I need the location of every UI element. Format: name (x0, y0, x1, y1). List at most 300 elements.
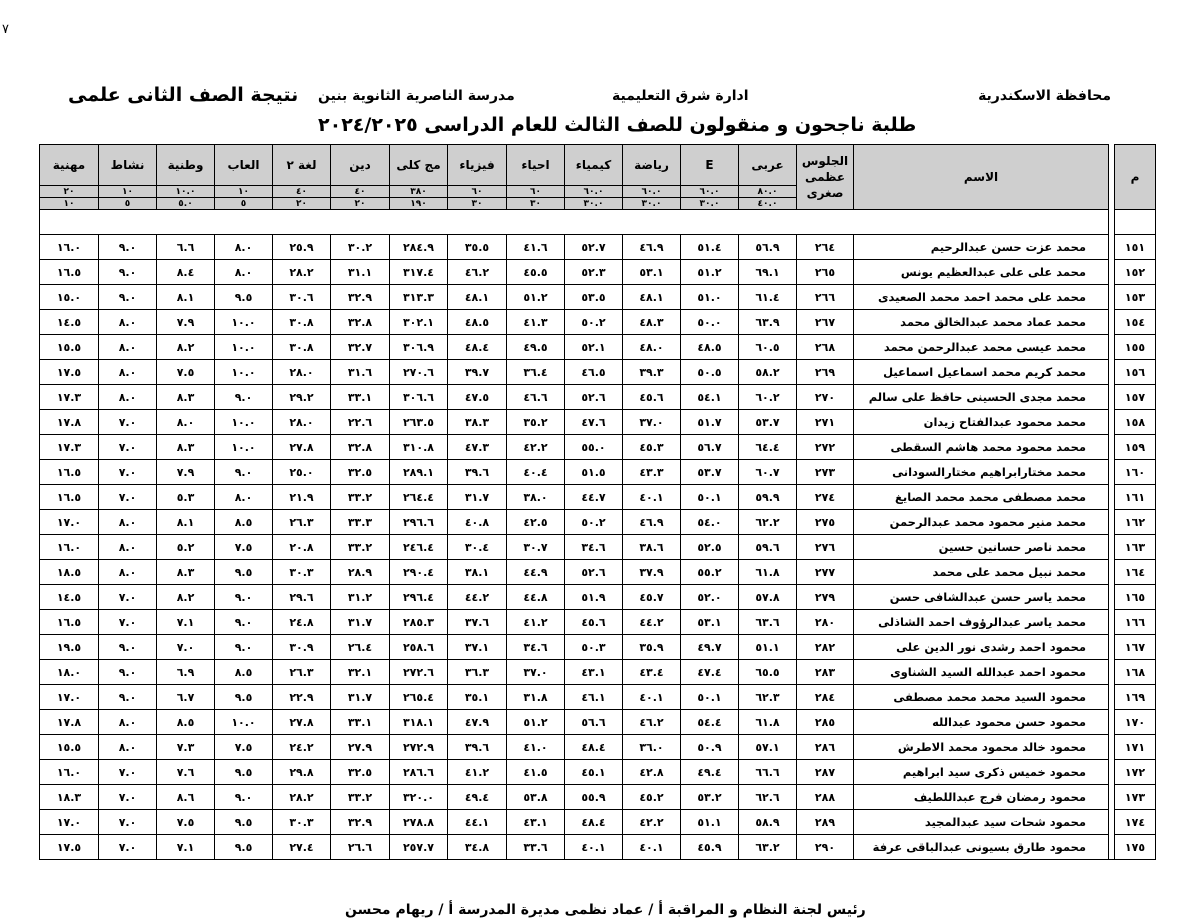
score-cell: ٤٤.٢ (448, 585, 507, 610)
score-cell: ٥٢.٧ (565, 235, 623, 260)
student-name-cell: محمد مختارابراهيم مختارالسودانى (854, 460, 1109, 485)
score-cell: ٩.٠ (99, 660, 157, 685)
table-row (40, 335, 1156, 360)
seat-cell: ٢٦٤ (797, 235, 854, 260)
score-cell: ٢٥.٩ (273, 235, 331, 260)
index-cell: ١٧٣ (1115, 785, 1156, 810)
score-cell: ٧.٩ (157, 310, 215, 335)
score-cell: ٣٣.٦ (507, 835, 565, 860)
score-cell: ١٧.٠ (40, 510, 99, 535)
score-cell: ٤٢.٢ (623, 810, 681, 835)
score-cell: ٥١.٢ (507, 285, 565, 310)
score-cell: ٨.٠ (99, 710, 157, 735)
score-cell: ٢٦.٦ (331, 835, 390, 860)
score-cell: ٢٦٤.٤ (390, 485, 448, 510)
score-cell: ٨.٢ (157, 335, 215, 360)
score-cell: ٥٣.٨ (507, 785, 565, 810)
score-cell: ٣٢.٩ (331, 285, 390, 310)
max-label: عظمى (804, 170, 846, 184)
score-cell: ٢٧.٤ (273, 835, 331, 860)
index-cell: ١٥٩ (1115, 435, 1156, 460)
score-cell: ٧.٠ (99, 460, 157, 485)
subject-header: فيزياء (448, 145, 507, 186)
score-cell: ٢٨٩.١ (390, 460, 448, 485)
score-cell: ٥٩.٩ (739, 485, 797, 510)
score-cell: ٩.٠ (215, 385, 273, 410)
result-title: نتيجة الصف الثانى علمى (68, 84, 299, 106)
score-cell: ٣٧.٩ (623, 560, 681, 585)
student-name-cell: محمد كريم محمد اسماعيل اسماعيل (854, 360, 1109, 385)
subject-header: دين (331, 145, 390, 186)
score-cell: ٧.٥ (157, 810, 215, 835)
index-cell: ١٧٠ (1115, 710, 1156, 735)
subject-header: نشاط (99, 145, 157, 186)
seat-cell: ٢٦٧ (797, 310, 854, 335)
score-cell: ٣٣.٢ (331, 785, 390, 810)
score-cell: ١٧.٥ (40, 360, 99, 385)
score-cell: ٦٣.٩ (739, 310, 797, 335)
seat-cell: ٢٧٣ (797, 460, 854, 485)
index-cell: ١٥٤ (1115, 310, 1156, 335)
score-cell: ٢٨.٠ (273, 410, 331, 435)
index-cell: ١٦٤ (1115, 560, 1156, 585)
max-score-cell: ١٠ (215, 186, 273, 198)
score-cell: ٣٣.٢ (331, 485, 390, 510)
score-cell: ٢٩٦.٦ (390, 510, 448, 535)
score-cell: ٣٣.٣ (331, 510, 390, 535)
score-cell: ٢٨.٩ (331, 560, 390, 585)
min-score-cell: ٥ (215, 198, 273, 210)
score-cell: ٥٣.١ (681, 610, 739, 635)
administration-label: ادارة شرق التعليمية (612, 88, 749, 104)
seat-cell: ٢٧٩ (797, 585, 854, 610)
index-cell: ١٦٥ (1115, 585, 1156, 610)
student-name-cell: محمد منير محمود محمد عبدالرحمن (854, 510, 1109, 535)
min-score-cell: ٢٠ (331, 198, 390, 210)
name-header: الاسم (854, 145, 1109, 210)
score-cell: ٣١٣.٣ (390, 285, 448, 310)
score-cell: ٤٣.٤ (623, 660, 681, 685)
score-cell: ٨.٠ (99, 360, 157, 385)
score-cell: ٤٠.١ (623, 685, 681, 710)
score-cell: ٥٠.٢ (565, 310, 623, 335)
score-cell: ٢٦.٣ (273, 510, 331, 535)
student-name-cell: محمود خالد محمود محمد الاطرش (854, 735, 1109, 760)
score-cell: ٧.٠ (99, 810, 157, 835)
score-cell: ١٥.٠ (40, 285, 99, 310)
table-spacer-row (40, 210, 1156, 235)
score-cell: ٦١.٤ (739, 285, 797, 310)
table-row (40, 735, 1156, 760)
score-cell: ٢٥٨.٦ (390, 635, 448, 660)
score-cell: ١٦.٥ (40, 260, 99, 285)
score-cell: ٤٨.٥ (681, 335, 739, 360)
subject-header: رياضة (623, 145, 681, 186)
score-cell: ٧.٠ (157, 635, 215, 660)
score-cell: ٤٣.١ (507, 810, 565, 835)
score-cell: ٤٨.٥ (448, 310, 507, 335)
score-cell: ٩.٠ (215, 585, 273, 610)
score-cell: ١٤.٥ (40, 585, 99, 610)
score-cell: ٣٤.٦ (565, 535, 623, 560)
score-cell: ٥٢.١ (565, 335, 623, 360)
min-score-cell: ٣٠.٠ (623, 198, 681, 210)
table-row (40, 585, 1156, 610)
score-cell: ٢٧٨.٨ (390, 810, 448, 835)
score-cell: ١٥.٥ (40, 735, 99, 760)
max-score-cell: ٨٠.٠ (739, 186, 797, 198)
score-cell: ٨.٣ (157, 385, 215, 410)
score-cell: ٢٥.٠ (273, 460, 331, 485)
subject-header: مهنية (40, 145, 99, 186)
score-cell: ٥٠.٢ (565, 510, 623, 535)
score-cell: ٦٣.٦ (739, 610, 797, 635)
score-cell: ٤٧.٩ (448, 710, 507, 735)
score-cell: ٦٥.٥ (739, 660, 797, 685)
score-cell: ٣٥.١ (448, 685, 507, 710)
score-cell: ٣٤.٨ (448, 835, 507, 860)
score-cell: ٤٨.١ (448, 285, 507, 310)
index-cell: ١٦٣ (1115, 535, 1156, 560)
student-name-cell: محمد على محمد احمد محمد الصعيدى (854, 285, 1109, 310)
score-cell: ٤٤.٩ (507, 560, 565, 585)
score-cell: ٤٩.٥ (507, 335, 565, 360)
student-name-cell: محمد مجدى الحسينى حافظ على سالم (854, 385, 1109, 410)
score-cell: ٦٦.٦ (739, 760, 797, 785)
max-score-cell: ٤٠ (273, 186, 331, 198)
score-cell: ٣٦.٣ (448, 660, 507, 685)
score-cell: ٣٥.٥ (448, 235, 507, 260)
score-cell: ٤٦.٥ (565, 360, 623, 385)
table-row (40, 485, 1156, 510)
score-cell: ٣٠.٨ (273, 310, 331, 335)
score-cell: ١٠.٠ (215, 710, 273, 735)
score-cell: ٤٥.١ (565, 760, 623, 785)
score-cell: ٤١.٣ (507, 310, 565, 335)
index-header: م (1115, 145, 1156, 210)
student-name-cell: محمد محمود محمد هاشم السقطى (854, 435, 1109, 460)
score-cell: ١٩.٥ (40, 635, 99, 660)
min-score-cell: ٣٠.٠ (565, 198, 623, 210)
score-cell: ٤٧.٤ (681, 660, 739, 685)
min-score-cell: ٢٠ (273, 198, 331, 210)
score-cell: ٦٠.٥ (739, 335, 797, 360)
score-cell: ٨.٠ (215, 260, 273, 285)
score-cell: ١٠.٠ (215, 410, 273, 435)
score-cell: ٣٧.٠ (507, 660, 565, 685)
score-cell: ٥٦.٩ (739, 235, 797, 260)
max-score-cell: ٣٨٠ (390, 186, 448, 198)
min-score-cell: ٣٠ (448, 198, 507, 210)
score-cell: ٢٧.٨ (273, 710, 331, 735)
score-cell: ٤٦.٢ (623, 710, 681, 735)
score-cell: ٩.٠ (99, 260, 157, 285)
score-cell: ٢٩٦.٤ (390, 585, 448, 610)
subject-header-row (40, 145, 1156, 186)
max-score-cell: ٦٠.٠ (565, 186, 623, 198)
score-cell: ١٧.٨ (40, 710, 99, 735)
score-cell: ٣٠.٨ (273, 335, 331, 360)
score-cell: ٥٤.١ (681, 385, 739, 410)
score-cell: ٤٩.٤ (681, 760, 739, 785)
index-cell: ١٦٧ (1115, 635, 1156, 660)
score-cell: ٣٢.٧ (331, 335, 390, 360)
score-cell: ٧.١ (157, 835, 215, 860)
table-row (40, 785, 1156, 810)
score-cell: ٤٨.٤ (565, 735, 623, 760)
min-score-cell: ٤٠.٠ (739, 198, 797, 210)
table-row (40, 685, 1156, 710)
score-cell: ٦٠.٢ (739, 385, 797, 410)
seat-cell: ٢٨٨ (797, 785, 854, 810)
score-cell: ٢٧٢.٦ (390, 660, 448, 685)
score-cell: ٥١.٠ (681, 285, 739, 310)
results-table-container (39, 144, 1156, 860)
seat-cell: ٢٨٧ (797, 760, 854, 785)
score-cell: ٧.٠ (99, 435, 157, 460)
score-cell: ٣٧.٠ (623, 410, 681, 435)
table-row (40, 235, 1156, 260)
table-row (40, 660, 1156, 685)
score-cell: ٧.٠ (99, 585, 157, 610)
table-row (40, 610, 1156, 635)
table-row (40, 560, 1156, 585)
score-cell: ٤٧.٣ (448, 435, 507, 460)
score-cell: ٨.٤ (157, 260, 215, 285)
score-cell: ٧.٥ (215, 535, 273, 560)
score-cell: ٨.٣ (157, 435, 215, 460)
spacer-cell (1115, 210, 1156, 235)
student-name-cell: محمد عيسى محمد عبدالرحمن محمد (854, 335, 1109, 360)
score-cell: ٨.٠ (157, 410, 215, 435)
score-cell: ٣٠.٤ (448, 535, 507, 560)
score-cell: ٥٢.٠ (681, 585, 739, 610)
score-cell: ٨.١ (157, 510, 215, 535)
score-cell: ٣٢٠.٠ (390, 785, 448, 810)
subject-header: عربى (739, 145, 797, 186)
score-cell: ٤٧.٦ (565, 410, 623, 435)
score-cell: ٢٠.٨ (273, 535, 331, 560)
score-cell: ٩.٠ (99, 635, 157, 660)
student-name-cell: محمد ياسر عبدالرؤوف احمد الشاذلى (854, 610, 1109, 635)
score-cell: ٣١.١ (331, 260, 390, 285)
score-cell: ١٧.٠ (40, 685, 99, 710)
seat-cell: ٢٧٥ (797, 510, 854, 535)
student-name-cell: محمد مصطفى محمد محمد الصايغ (854, 485, 1109, 510)
score-cell: ٣٧.٦ (448, 610, 507, 635)
score-cell: ٥٩.٦ (739, 535, 797, 560)
score-cell: ٩.٥ (215, 810, 273, 835)
score-cell: ٨.٥ (215, 510, 273, 535)
page-subtitle: طلبة ناجحون و منقولون للصف الثالث للعام الدراسى ٢٠٢٤/٢٠٢٥ (318, 114, 917, 136)
score-cell: ٩.٠ (99, 285, 157, 310)
score-cell: ٨.٣ (157, 560, 215, 585)
score-cell: ٣٦.٤ (507, 360, 565, 385)
seat-cell: ٢٨٩ (797, 810, 854, 835)
score-cell: ٤٨.٠ (623, 335, 681, 360)
student-name-cell: محمد ناصر حسانين حسين (854, 535, 1109, 560)
seat-cell: ٢٧٧ (797, 560, 854, 585)
score-cell: ٦.٧ (157, 685, 215, 710)
score-cell: ١٨.٠ (40, 660, 99, 685)
student-name-cell: محمد نبيل محمد على محمد (854, 560, 1109, 585)
score-cell: ٥٥.٠ (565, 435, 623, 460)
index-cell: ١٧٥ (1115, 835, 1156, 860)
score-cell: ٤٥.٥ (507, 260, 565, 285)
score-cell: ٧.١ (157, 610, 215, 635)
score-cell: ٢٨٦.٦ (390, 760, 448, 785)
score-cell: ٢٦٣.٥ (390, 410, 448, 435)
student-name-cell: محمد عزت حسن عبدالرحيم (854, 235, 1109, 260)
score-cell: ١٠.٠ (215, 360, 273, 385)
score-cell: ٣٢.٥ (331, 760, 390, 785)
score-cell: ٥١.٤ (681, 235, 739, 260)
table-row (40, 535, 1156, 560)
score-cell: ١٧.٨ (40, 410, 99, 435)
score-cell: ١٦.٥ (40, 610, 99, 635)
student-name-cell: محمد على على عبدالعظيم يونس (854, 260, 1109, 285)
score-cell: ٢٦٥.٤ (390, 685, 448, 710)
seat-cell: ٢٧١ (797, 410, 854, 435)
score-cell: ٥.٣ (157, 485, 215, 510)
subject-header: العاب (215, 145, 273, 186)
index-cell: ١٦١ (1115, 485, 1156, 510)
score-cell: ٦.٩ (157, 660, 215, 685)
subject-header: E (681, 145, 739, 186)
index-cell: ١٧٢ (1115, 760, 1156, 785)
score-cell: ١٦.٥ (40, 485, 99, 510)
score-cell: ٤٧.٥ (448, 385, 507, 410)
score-cell: ٢٦.٣ (273, 660, 331, 685)
score-cell: ٥٤.٤ (681, 710, 739, 735)
seat-cell: ٢٦٩ (797, 360, 854, 385)
score-cell: ٧.٩ (157, 460, 215, 485)
score-cell: ٣٥.٩ (623, 635, 681, 660)
score-cell: ٣١.٧ (331, 610, 390, 635)
index-cell: ١٦٦ (1115, 610, 1156, 635)
score-cell: ٤٠.١ (623, 485, 681, 510)
table-row (40, 385, 1156, 410)
spacer-cell (40, 210, 1109, 235)
score-cell: ٣١.٨ (507, 685, 565, 710)
score-cell: ٣٨.١ (448, 560, 507, 585)
index-cell: ١٦٨ (1115, 660, 1156, 685)
min-score-cell: ١٠ (40, 198, 99, 210)
score-cell: ١٦.٠ (40, 535, 99, 560)
score-cell: ٧.٥ (215, 735, 273, 760)
score-cell: ١٦.٠ (40, 760, 99, 785)
score-cell: ٣٦.٠ (623, 735, 681, 760)
score-cell: ١٦.٠ (40, 235, 99, 260)
table-row (40, 310, 1156, 335)
score-cell: ٥٥.٩ (565, 785, 623, 810)
index-cell: ١٥٥ (1115, 335, 1156, 360)
score-cell: ٨.٥ (157, 710, 215, 735)
table-row (40, 835, 1156, 860)
max-score-cell: ٦٠.٠ (623, 186, 681, 198)
score-cell: ٦٠.٧ (739, 460, 797, 485)
score-cell: ١٨.٥ (40, 560, 99, 585)
score-cell: ٢٩.٢ (273, 385, 331, 410)
score-cell: ٤٢.٢ (507, 435, 565, 460)
score-cell: ٤٤.٨ (507, 585, 565, 610)
score-cell: ٥١.٧ (681, 410, 739, 435)
score-cell: ١٤.٥ (40, 310, 99, 335)
score-cell: ٣١.٧ (448, 485, 507, 510)
score-cell: ٥٤.٠ (681, 510, 739, 535)
score-cell: ٣٣.٢ (331, 535, 390, 560)
index-cell: ١٦٩ (1115, 685, 1156, 710)
score-cell: ٣٣.١ (331, 385, 390, 410)
score-cell: ٢٢.٦ (331, 410, 390, 435)
score-cell: ٣١٨.١ (390, 710, 448, 735)
score-cell: ٥٣.١ (623, 260, 681, 285)
seat-cell: ٢٨٤ (797, 685, 854, 710)
school-label: مدرسة الناصرية الثانوية بنين (318, 88, 515, 104)
table-row (40, 460, 1156, 485)
min-label: صغرى (806, 186, 844, 200)
min-score-cell: ٥ (99, 198, 157, 210)
score-cell: ٩.٥ (215, 685, 273, 710)
student-name-cell: محمد ياسر حسن عبدالشافى حسن (854, 585, 1109, 610)
index-cell: ١٥٦ (1115, 360, 1156, 385)
score-cell: ٣٢.٥ (331, 460, 390, 485)
index-cell: ١٧١ (1115, 735, 1156, 760)
score-cell: ٢٤.٨ (273, 610, 331, 635)
score-cell: ٦٢.٦ (739, 785, 797, 810)
score-cell: ٢٨.٢ (273, 260, 331, 285)
table-row (40, 810, 1156, 835)
score-cell: ٢٧٢.٩ (390, 735, 448, 760)
score-cell: ٣٨.٦ (623, 535, 681, 560)
score-cell: ٦٣.٢ (739, 835, 797, 860)
max-score-cell: ٦٠.٠ (681, 186, 739, 198)
score-cell: ٨.٠ (99, 335, 157, 360)
max-score-cell: ٦٠ (448, 186, 507, 198)
score-cell: ٤٠.١ (565, 835, 623, 860)
table-row (40, 285, 1156, 310)
score-cell: ٢١.٩ (273, 485, 331, 510)
score-cell: ٣٠.٣ (273, 560, 331, 585)
student-name-cell: محمود خميس ذكرى سيد ابراهيم (854, 760, 1109, 785)
score-cell: ٧.٠ (99, 835, 157, 860)
score-cell: ٦٢.٣ (739, 685, 797, 710)
score-cell: ٤١.٥ (507, 760, 565, 785)
score-cell: ٤٩.٤ (448, 785, 507, 810)
score-cell: ٨.٥ (215, 660, 273, 685)
score-cell: ٥٣.٧ (681, 460, 739, 485)
score-cell: ٥٢.٣ (565, 260, 623, 285)
score-cell: ٣٢.٩ (331, 810, 390, 835)
score-cell: ٤١.٢ (507, 610, 565, 635)
score-cell: ٨.٠ (99, 735, 157, 760)
index-cell: ١٦٠ (1115, 460, 1156, 485)
score-cell: ٣٤.٦ (507, 635, 565, 660)
score-cell: ١٨.٣ (40, 785, 99, 810)
seat-cell: ٢٧٦ (797, 535, 854, 560)
score-cell: ٨.٠ (99, 535, 157, 560)
score-cell: ٧.٠ (99, 610, 157, 635)
score-cell: ٥١.٩ (565, 585, 623, 610)
score-cell: ٥١.١ (681, 810, 739, 835)
score-cell: ٥٠.٩ (681, 735, 739, 760)
student-name-cell: محمد محمود عبدالفتاح زيدان (854, 410, 1109, 435)
results-table (39, 144, 1156, 860)
seat-cell: ٢٨٢ (797, 635, 854, 660)
score-cell: ٥١.٥ (565, 460, 623, 485)
score-cell: ٤٥.٧ (623, 585, 681, 610)
seat-cell: ٢٧٠ (797, 385, 854, 410)
